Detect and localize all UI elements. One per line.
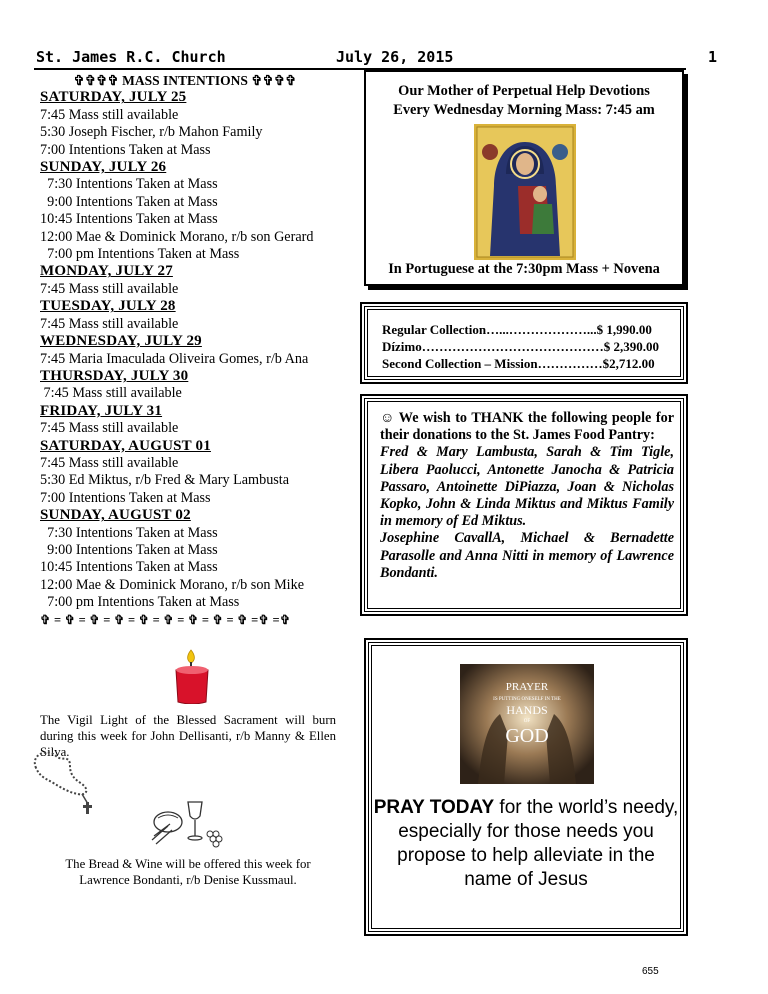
thanks-intro: ☺ We wish to THANK the following people for their donations to the St. James Food Pantry:	[380, 410, 674, 444]
mass-intention-line: 7:45 Mass still available	[40, 385, 182, 402]
candle-icon	[170, 648, 214, 704]
mass-intention-line: 7:45 Mass still available	[40, 106, 179, 123]
bread-and-wine-icon	[148, 796, 232, 848]
page-indicator: 1	[708, 48, 718, 66]
mass-day-heading: SUNDAY, AUGUST 02	[40, 507, 191, 524]
mass-day-heading: SATURDAY, JULY 25	[40, 89, 187, 106]
mass-day-heading: SUNDAY, JULY 26	[40, 159, 167, 176]
pray-today-rest: for the world’s needy, especially for those needs you propose to help alleviate in the name of Jesus	[397, 797, 679, 890]
donor-names-memorial: Josephine CavallA, Michael & Bernadette Parasolle and Anna Nitti in memory of Lawrence Bondanti.	[380, 530, 674, 581]
devotions-schedule: Every Wednesday Morning Mass: 7:45 am	[393, 102, 655, 118]
mass-day-heading: FRIDAY, JULY 31	[40, 402, 163, 419]
devotions-title: Our Mother of Perpetual Help Devotions	[398, 83, 650, 99]
mass-day-heading: THURSDAY, JULY 30	[40, 367, 189, 384]
food-pantry-thanks	[364, 398, 684, 612]
devotions-box	[364, 70, 684, 286]
mass-intention-line: 5:30 Ed Miktus, r/b Fred & Mary Lambusta	[40, 472, 290, 489]
mass-day-heading: WEDNESDAY, JULY 29	[40, 333, 202, 350]
pray-today-bold: PRAY TODAY	[373, 797, 495, 818]
mass-day-heading: TUESDAY, JULY 28	[40, 298, 176, 315]
mass-intention-line: 9:00 Intentions Taken at Mass	[40, 193, 218, 210]
mass-intention-line: 10:45 Intentions Taken at Mass	[40, 559, 218, 576]
mass-intention-line: 5:30 Joseph Fischer, r/b Mahon Family	[40, 124, 263, 141]
mass-intention-line: 7:30 Intentions Taken at Mass	[40, 524, 218, 541]
image-word-of: OF	[523, 719, 531, 724]
mass-intention-line: 7:00 Intentions Taken at Mass	[40, 489, 211, 506]
mass-intention-line: 7:00 pm Intentions Taken at Mass	[40, 246, 240, 263]
regular-collection: Regular Collection…...………………...$ 1,990.00	[382, 322, 652, 337]
mass-intention-line: 7:45 Mass still available	[40, 420, 179, 437]
rosary-icon	[26, 744, 116, 816]
mass-intention-line: 10:45 Intentions Taken at Mass	[40, 211, 218, 228]
devotions-portuguese: In Portuguese at the 7:30pm Mass + Novena	[388, 261, 660, 277]
mass-intention-line: 12:00 Mae & Dominick Morano, r/b son Mike	[40, 576, 305, 593]
image-subtitle: IS PUTTING ONESELF IN THE	[493, 697, 561, 702]
mass-intention-line: 7:45 Mass still available	[40, 454, 179, 471]
image-word-god: GOD	[505, 725, 549, 747]
praying-hands-image	[460, 664, 594, 784]
mass-intention-line: 12:00 Mae & Dominick Morano, r/b son Gerard	[40, 228, 314, 245]
page-number: 655	[642, 966, 659, 977]
mass-intentions-title: ✞✞✞✞ MASS INTENTIONS ✞✞✞✞	[73, 73, 297, 88]
pray-today-text	[372, 796, 680, 892]
mass-intention-line: 9:00 Intentions Taken at Mass	[40, 541, 218, 558]
mass-day-heading: SATURDAY, AUGUST 01	[40, 437, 211, 454]
mass-intention-line: 7:45 Mass still available	[40, 315, 179, 332]
image-word-hands: HANDS	[506, 703, 548, 717]
image-word-prayer: PRAYER	[505, 681, 549, 693]
vigil-light-notice: The Vigil Light of the Blessed Sacrament will burn during this week for John Dellisanti, r/b Manny & Ellen Silva.	[40, 713, 336, 759]
mass-intention-line: 7:00 pm Intentions Taken at Mass	[40, 594, 240, 611]
cross-divider: ✞ = ✞ = ✞ = ✞ = ✞ = ✞ = ✞ = ✞ = ✞ =✞ =✞	[40, 612, 291, 627]
mass-intentions-list	[40, 89, 340, 611]
second-collection: Second Collection – Mission……………$2,712.00	[382, 356, 655, 371]
mass-intentions	[40, 72, 340, 629]
bread-and-wine-notice: The Bread & Wine will be offered this week for Lawrence Bondanti, r/b Denise Kussmaul.	[65, 857, 311, 887]
dizimo-collection: Dízimo……………………………………$ 2,390.00	[382, 339, 659, 354]
mass-intention-line: 7:00 Intentions Taken at Mass	[40, 141, 211, 158]
mass-day-heading: MONDAY, JULY 27	[40, 263, 173, 280]
parish-name: St. James R.C. Church	[36, 48, 226, 66]
bulletin-date: July 26, 2015	[336, 48, 454, 66]
donor-names: Fred & Mary Lambusta, Sarah & Tim Tigle, Libera Paolucci, Antonette Janocha & Patricia Passaro, Antoinette DiPiazza, Joan & Nicholas Kopko, John & Linda Miktus and Miktus Family in memory of Ed Miktus.	[380, 444, 674, 530]
perpetual-help-icon	[474, 124, 576, 260]
page-header	[36, 48, 726, 70]
mass-intention-line: 7:45 Maria Imaculada Oliveira Gomes, r/b Ana	[40, 350, 309, 367]
collection-box	[364, 306, 684, 380]
prayer-box	[368, 642, 684, 932]
mass-intention-line: 7:45 Mass still available	[40, 280, 179, 297]
mass-intention-line: 7:30 Intentions Taken at Mass	[40, 176, 218, 193]
